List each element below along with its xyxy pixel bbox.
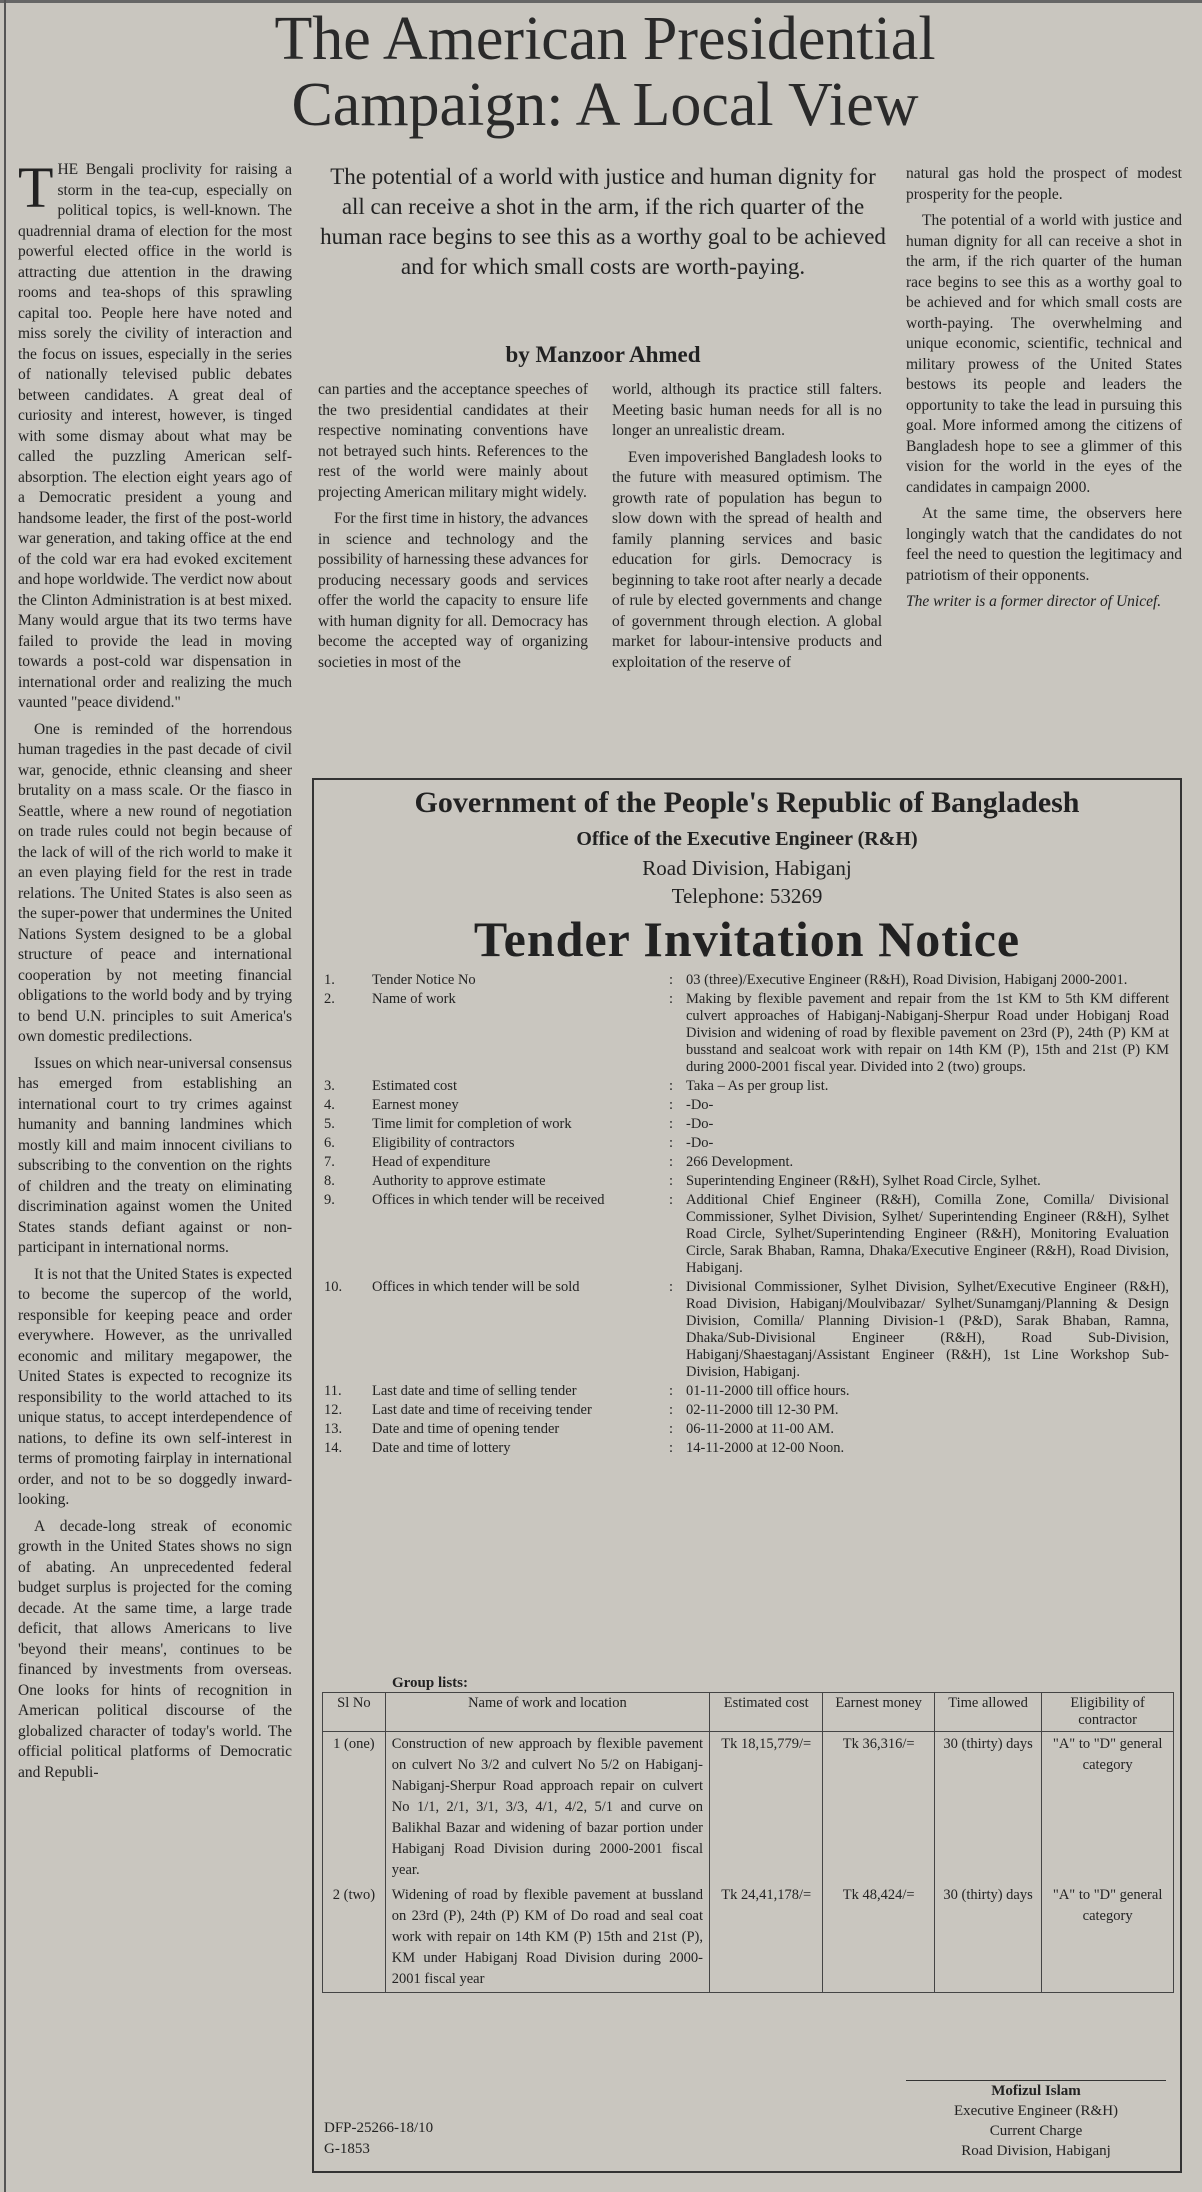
item-colon: : [668, 1173, 674, 1189]
item-label: Time limit for completion of work [372, 1116, 572, 1132]
article-paragraph: world, although its practice still falters. Meeting basic human needs for all is no longer an unrealistic dream. [612, 381, 882, 439]
paragraph-text: HE Bengali proclivity for raising a storm in the tea-cup, especially on political topics, is well-known. The quadrennial drama of election for the most powerful elected office in the world is attracting due attention in the drawing rooms and tea-shops of this sprawling capital too. People here have noted and miss sorely the civility of interaction and the focus on issues, especially in the series of nationally televised public debates between candidates. A great deal of curiosity and interest, however, is tinged with some dismay about what may be called the puzzling American self-absorption. The election eight years ago of a Democratic president a young and handsome leader, the first of the post-world war generation, and taking office at the end of the cold war era had evoked excitement and hope worldwide. The verdict now about the Clinton Administration is at best mixed. Many would argue that its two terms have failed to provide the lead in moving towards a post-cold war dispensation in international order and realizing the much vaunted "peace dividend." [18, 161, 292, 711]
tender-notice [312, 778, 1182, 2173]
article-column-2 [318, 380, 588, 679]
item-label: Name of work [372, 991, 456, 1007]
item-value: 03 (three)/Executive Engineer (R&H), Road Division, Habiganj 2000-2001. [686, 972, 1128, 988]
signatory-division: Road Division, Habiganj [961, 2143, 1111, 2159]
notice-item [324, 1383, 1169, 1400]
item-label: Offices in which tender will be sold [372, 1279, 580, 1295]
item-label: Offices in which tender will be received [372, 1192, 605, 1208]
item-value: -Do- [686, 1116, 714, 1132]
item-colon: : [668, 1078, 674, 1094]
notice-item [324, 1192, 1169, 1277]
item-number: 9. [324, 1192, 335, 1208]
item-colon: : [668, 1383, 674, 1399]
article-paragraph: One is reminded of the horrendous human tragedies in the past decade of civil war, genocide, ethnic cleansing and sheer brutality on a mass scale. Or the fiasco in Seattle, where a new round of negotiation on trade rules could not begin because of the lack of will of the rich world to make it an even playing field for the rest in trade relations. The United States is also seen as the super-power that undermines the United Nations System designed to be a global structure of peace and international cooperation by not meeting financial obligations to the world body and by trying to bend U.N. principles to suit America's own domestic predilections. [18, 720, 292, 1045]
article-column-1 [18, 155, 292, 1789]
notice-item [324, 972, 1169, 989]
item-colon: : [668, 1154, 674, 1170]
item-colon: : [668, 1421, 674, 1437]
signature-block [906, 2080, 1166, 2161]
notice-item [324, 1402, 1169, 1419]
table-row [323, 1883, 1174, 1993]
item-label: Last date and time of receiving tender [372, 1402, 592, 1418]
item-label: Eligibility of contractors [372, 1135, 515, 1151]
item-label: Date and time of lottery [372, 1440, 511, 1456]
notice-item [324, 1116, 1169, 1133]
cell-cost: Tk 24,41,178/= [709, 1883, 822, 1993]
article-paragraph: It is not that the United States is expected to become the supercop of the world, responsible for keeping peace and order everywhere. However, as the unrivalled economic and military megapower, the United States is expected to recognize its responsibility to the world attached to its unique status, to accept interdependence of nations, to define its own self-interest in terms of promoting fairplay in international order, and not to be so doggedly inward-looking. [18, 1265, 292, 1508]
notice-government: Government of the People's Republic of Bangladesh [414, 786, 1080, 819]
item-label: Date and time of opening tender [372, 1421, 560, 1437]
item-number: 3. [324, 1078, 335, 1094]
item-label: Earnest money [372, 1097, 459, 1113]
left-rule [4, 0, 6, 2192]
column-header: Name of work and location [385, 1693, 709, 1732]
item-number: 13. [324, 1421, 343, 1437]
notice-division: Road Division, Habiganj [642, 856, 852, 880]
top-rule [0, 0, 1202, 3]
item-value: Making by flexible pavement and repair from the 1st KM to 5th KM different culvert approaches of Habiganj-Nabiganj-Sherpur Road under Hobiganj Road Division and widening of road by flexible pavement on 23rd (P), 24th (P) KM at busstand and sealcoat work with repair on 14th KM (P), 15th and 21st (P) KM during 2000-2001 fiscal year. Divided into 2 (two) groups. [686, 991, 1169, 1075]
item-label: Authority to approve estimate [372, 1173, 546, 1189]
dfp-number: DFP-25266-18/10 [324, 2120, 434, 2136]
signatory-charge: Current Charge [989, 2123, 1083, 2139]
item-value: Taka – As per group list. [686, 1078, 829, 1094]
item-value: 01-11-2000 till office hours. [686, 1383, 850, 1399]
item-colon: : [668, 1135, 674, 1151]
column-header: Time allowed [934, 1693, 1041, 1732]
table-header-row [323, 1693, 1174, 1732]
item-value: Superintending Engineer (R&H), Sylhet Road Circle, Sylhet. [686, 1173, 1041, 1189]
notice-item [324, 1440, 1169, 1457]
cell-sl: 2 (two) [323, 1883, 386, 1993]
item-number: 4. [324, 1097, 335, 1113]
cell-time: 30 (thirty) days [934, 1883, 1041, 1993]
item-value: 02-11-2000 till 12-30 PM. [686, 1402, 839, 1418]
notice-items [324, 972, 1169, 1459]
item-number: 14. [324, 1440, 343, 1456]
item-value: Divisional Commissioner, Sylhet Division, Sylhet/Executive Engineer (R&H), Road Division, Habiganj/Moulvibazar/ Sylhet/Sunamganj/Planning & Design Division, Comilla/ Planning Division-1 (P&D), Sarak Bhaban, Ramna, Dhaka/Sub-Divisional Engineer (R&H), Road Sub-Division, Habiganj/Shaestaganj/Assistant Engineer (R&H), 1st Line Workshop Sub-Division, Habiganj. [686, 1279, 1169, 1380]
cell-eligibility: "A" to "D" general category [1042, 1883, 1174, 1993]
article-paragraph: Even impoverished Bangladesh looks to the future with measured optimism. The growth rate of population has begun to slow down with the spread of health and family planning services and basic education for girls. Democracy is beginning to take root after nearly a decade of rule by elected governments and change of government through election. A global market for labour-intensive products and exploitation of the reserve of [612, 448, 882, 671]
article-headline: The American Presidential Campaign: A Local View [274, 5, 936, 139]
item-value: 14-11-2000 at 12-00 Noon. [686, 1440, 845, 1456]
article-column-3 [612, 380, 882, 679]
cell-work: Construction of new approach by flexible pavement on culvert No 3/2 and culvert No 5/2 on Habiganj-Nabiganj-Sherpur Road approach repair on culvert No 1/1, 2/1, 3/1, 3/3, 4/1, 4/2, 5/1 and curve on Balikhal Bazar and widening of bazar portion under Habiganj Road Division during 2000-2001 fiscal year. [385, 1732, 709, 1884]
item-number: 5. [324, 1116, 335, 1132]
item-number: 12. [324, 1402, 343, 1418]
cell-cost: Tk 18,15,779/= [709, 1732, 822, 1884]
notice-item [324, 1135, 1169, 1152]
g-code: G-1853 [324, 2141, 370, 2157]
column-header: Eligibility of contractor [1042, 1693, 1174, 1732]
item-colon: : [668, 991, 674, 1007]
group-table [322, 1692, 1174, 1993]
group-list-label: Group lists: [392, 1675, 468, 1691]
notice-item [324, 991, 1169, 1076]
notice-item [324, 1097, 1169, 1114]
item-colon: : [668, 1440, 674, 1456]
article-paragraph: can parties and the acceptance speeches of the two presidential candidates at their respective nominating conventions have not betrayed such hints. References to the rest of the world were mainly about projecting American military might widely. [318, 381, 588, 501]
item-value: Additional Chief Engineer (R&H), Comilla Zone, Comilla/ Divisional Commissioner, Sylhet Division, Sylhet/ Superintending Engineer (R&H), Sylhet Road Circle, Sylhet/Superintending Engineer (R&H), Monitoring Evaluation Circle, Sarak Bhaban, Ramna, Dhaka/Executive Engineer (R&H), Road Division, Habiganj. [686, 1192, 1169, 1276]
item-colon: : [668, 1279, 674, 1295]
cell-sl: 1 (one) [323, 1732, 386, 1884]
item-number: 2. [324, 991, 335, 1007]
item-number: 6. [324, 1135, 335, 1151]
article-paragraph: The potential of a world with justice and human dignity for all can receive a shot in the arm, if the rich quarter of the human race begins to see this as a worthy goal to be achieved and for which small costs are worth-paying. The overwhelming and unique economic, scientific, technical and military prowess of the United States bestows its people and leaders the opportunity to take the lead in pursuing this goal. More informed among the citizens of Bangladesh hope to see a glimmer of this vision for the world in the eyes of the candidates in campaign 2000. [906, 212, 1182, 496]
notice-item [324, 1279, 1169, 1381]
column-header: Sl No [323, 1693, 386, 1732]
column-header: Earnest money [823, 1693, 934, 1732]
item-colon: : [668, 1192, 674, 1208]
cell-time: 30 (thirty) days [934, 1732, 1041, 1884]
notice-title: Tender Invitation Notice [473, 911, 1021, 967]
notice-item [324, 1421, 1169, 1438]
cell-work: Widening of road by flexible pavement at bussland on 23rd (P), 24th (P) KM of Do road and seal coat work with repair on 14th KM (P) 15th and 21st (P), KM under Habiganj Road Division during 2000-2001 fiscal year [385, 1883, 709, 1993]
writer-note: The writer is a former director of Unicef. [906, 593, 1162, 610]
item-value: -Do- [686, 1097, 714, 1113]
item-colon: : [668, 1097, 674, 1113]
item-number: 10. [324, 1279, 343, 1295]
item-number: 7. [324, 1154, 335, 1170]
notice-item [324, 1154, 1169, 1171]
cell-money: Tk 36,316/= [823, 1732, 934, 1884]
article-paragraph: Issues on which near-universal consensus has emerged from establishing an international court to try crimes against humanity and banning landmines which mostly kill and maim innocent civilians to subscribing to the convention on the rights of children and the treaty on eliminating discrimination against women the United States stands defiant against or non-participant in international norms. [18, 1054, 292, 1256]
notice-item [324, 1173, 1169, 1190]
item-label: Tender Notice No [372, 972, 476, 988]
article-paragraph: For the first time in history, the advances in science and technology and the possibility of harnessing these advances for producing necessary goods and services offer the world the capacity to ensure life with human dignity for all. Democracy has become the accepted way of organizing societies in most of the [318, 510, 588, 671]
signatory-title: Executive Engineer (R&H) [953, 2103, 1119, 2119]
table-row [323, 1732, 1174, 1884]
article-paragraph: A decade-long streak of economic growth in the United States shows no sign of abating. An unprecedented federal budget surplus is projected for the coming decade. At the same time, a large trade deficit, that allows Americans to live 'beyond their means', continues to be financed by investments from overseas. One looks for hints of recognition in American political discourse of the globalized character of today's world. The official political platforms of Democratic and Republi- [18, 1517, 292, 1781]
byline: by Manzoor Ahmed [505, 342, 701, 367]
article-paragraph [18, 155, 292, 714]
dfp-codes [324, 2118, 433, 2160]
item-number: 8. [324, 1173, 335, 1189]
drop-cap: T [18, 155, 54, 220]
pull-quote: The potential of a world with justice and human dignity for all can receive a shot in the arm, if the rich quarter of the human race begins to see this as a worthy goal to be achieved and for which small costs are worth-paying. [320, 164, 886, 279]
item-value: -Do- [686, 1135, 714, 1151]
notice-telephone: Telephone: 53269 [671, 884, 823, 908]
column-header: Estimated cost [709, 1693, 822, 1732]
item-colon: : [668, 1116, 674, 1132]
notice-office: Office of the Executive Engineer (R&H) [576, 828, 918, 850]
item-value: 06-11-2000 at 11-00 AM. [686, 1421, 834, 1437]
item-label: Estimated cost [372, 1078, 457, 1094]
cell-eligibility: "A" to "D" general category [1042, 1732, 1174, 1884]
article-column-4 [906, 164, 1182, 619]
item-colon: : [668, 972, 674, 988]
item-colon: : [668, 1402, 674, 1418]
article-paragraph: natural gas hold the prospect of modest prosperity for the people. [906, 165, 1182, 203]
cell-money: Tk 48,424/= [823, 1883, 934, 1993]
signatory-name: Mofizul Islam [991, 2083, 1081, 2099]
item-number: 1. [324, 972, 335, 988]
article-paragraph: At the same time, the observers here longingly watch that the candidates do not feel the need to question the legitimacy and patriotism of their opponents. [906, 505, 1182, 584]
item-label: Last date and time of selling tender [372, 1383, 577, 1399]
item-number: 11. [324, 1383, 342, 1399]
item-label: Head of expenditure [372, 1154, 491, 1170]
item-value: 266 Development. [686, 1154, 794, 1170]
notice-item [324, 1078, 1169, 1095]
